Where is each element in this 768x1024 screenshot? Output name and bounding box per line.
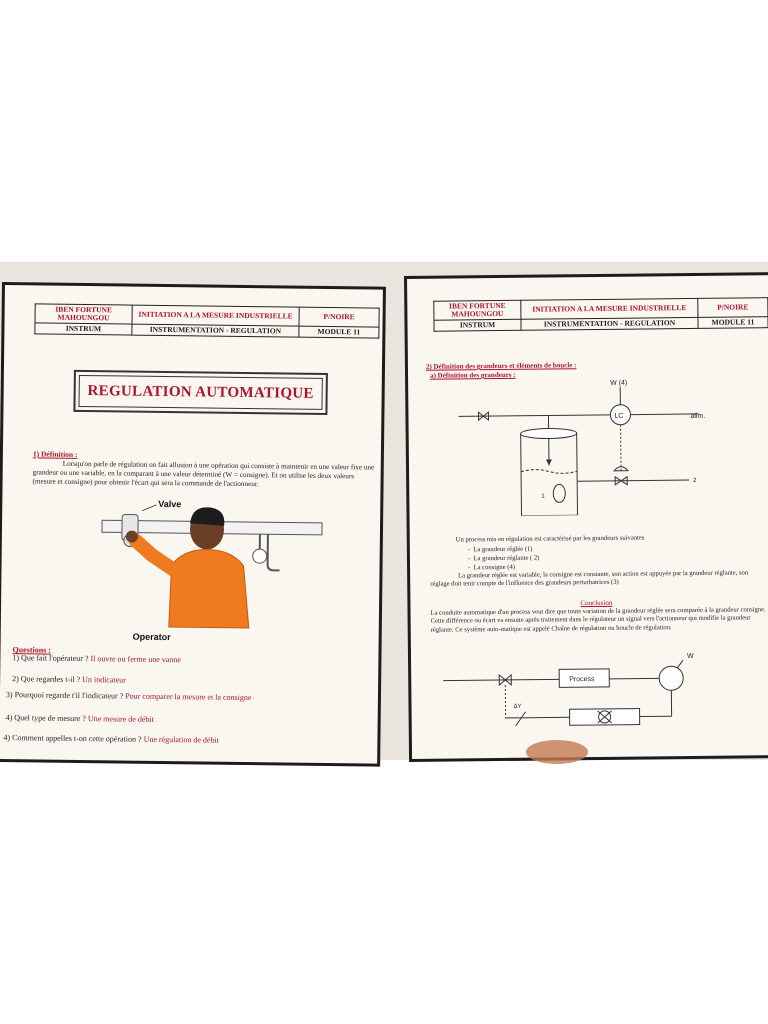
right-header-table bbox=[433, 297, 768, 331]
alim-label: alim. bbox=[690, 412, 706, 421]
label-2: 2 bbox=[693, 477, 697, 484]
process-label: Process bbox=[569, 676, 595, 684]
w-label: W (4) bbox=[610, 379, 628, 387]
header-location: P/NOIRE bbox=[698, 298, 768, 317]
intro-text: Un process mis en régulation est caractérisé par les grandeurs suivantes bbox=[455, 534, 645, 544]
header-course: INITIATION A LA MESURE INDUSTRIELLE bbox=[521, 298, 698, 319]
list-item-2: - La grandeur réglante ( 2) bbox=[467, 554, 540, 563]
left-header-table bbox=[34, 303, 379, 338]
label-1: 1 bbox=[541, 493, 545, 500]
background-bottom bbox=[0, 760, 768, 1024]
question-4: 4) Quel type de mesure ? Une mesure de débit bbox=[5, 713, 154, 724]
finger-shadow bbox=[526, 740, 588, 764]
questions-heading: Questions : bbox=[12, 645, 52, 655]
header-course: INITIATION A LA MESURE INDUSTRIELLE bbox=[132, 305, 299, 326]
right-page bbox=[404, 272, 768, 762]
header-location: P/NOIRE bbox=[299, 307, 379, 327]
question-3: 3) Pourquoi regarde t'il l'indicateur ? Pour comparer la mesure et la consigne bbox=[5, 690, 252, 703]
definition-heading: 1) Définition : bbox=[32, 449, 78, 459]
operator-arm bbox=[135, 541, 175, 571]
operator-body bbox=[169, 549, 250, 628]
header-module: MODULE 11 bbox=[698, 316, 768, 328]
conclusion-heading: Conclusion bbox=[580, 598, 613, 608]
header-author: IBEN FORTUNE MAHOUNGOU bbox=[35, 304, 132, 324]
page-title: REGULATION AUTOMATIQUE bbox=[78, 375, 322, 410]
lc-label: LC bbox=[614, 412, 624, 420]
question-5: 4) Comment appelles t-on cette opération ? Une régulation de débit bbox=[3, 733, 219, 745]
header-subject: INSTRUMENTATION - REGULATION bbox=[132, 324, 299, 337]
valve-label: Valve bbox=[158, 498, 182, 510]
header-author: IBEN FORTUNE MAHOUNGOU bbox=[434, 300, 521, 320]
header-subject: INSTRUMENTATION - REGULATION bbox=[521, 317, 698, 330]
background-top bbox=[0, 0, 768, 268]
header-dept: INSTRUM bbox=[434, 319, 521, 331]
control-loop-diagram bbox=[439, 647, 760, 740]
question-1: 1) Que fait l'opérateur ? Il ouvre ou ferme une vanne bbox=[12, 653, 181, 665]
operator-label: Operator bbox=[132, 631, 171, 643]
left-page bbox=[0, 282, 386, 767]
page-title-box bbox=[73, 370, 327, 415]
operator-illustration bbox=[91, 496, 333, 649]
indicator-gauge bbox=[253, 549, 267, 563]
level-control-diagram bbox=[448, 373, 749, 516]
definition-text: Lorsqu'on parle de régulation on fait allusion à une opération qui consiste à maintenir en une valeur fixe une grandeur ou une variable, en la comparant à une valeur déterminé (W = consigne). Et on utilise les deux valeurs (mesure et consigne) pour obtenir l'écart qui sera la commande de l'actionneur. bbox=[32, 459, 375, 489]
header-module: MODULE 11 bbox=[299, 326, 379, 338]
comparator-circle bbox=[659, 666, 683, 690]
grandeur-paragraph: La grandeur réglée est variable, la consigne est constante, son action est appuyée par la grandeur réglante, son réglage doit tenir compte de l'influence des grandeurs perturbatrices (3) bbox=[430, 569, 749, 588]
list-item-1: - La grandeur réglée (1) bbox=[467, 545, 533, 554]
header-dept: INSTRUM bbox=[35, 323, 132, 335]
sub-heading: a) Définition des grandeurs : bbox=[430, 370, 516, 380]
conclusion-text: La conduite automatique d'un process veut dire que toute variation de la grandeur réglée sera comparée à la grandeur consigne. Cette différence ou écart va ensuite après traitement dans le régulateur un signal vers l'actionneur qui modifie la grandeur réglante. Ce système auto-matique est appelé Chaîne de régulation ou boucle de régulation. bbox=[430, 606, 766, 634]
question-2: 2) Que regardes t-il ? Un indicateur bbox=[12, 674, 126, 685]
section-heading: 2) Définition des grandeurs et éléments de boucle : bbox=[425, 361, 577, 371]
delta-y-label: ΔY bbox=[513, 703, 522, 710]
list-item-3: - La consigne (4) bbox=[468, 563, 515, 572]
loop-w-label: W bbox=[686, 652, 694, 661]
